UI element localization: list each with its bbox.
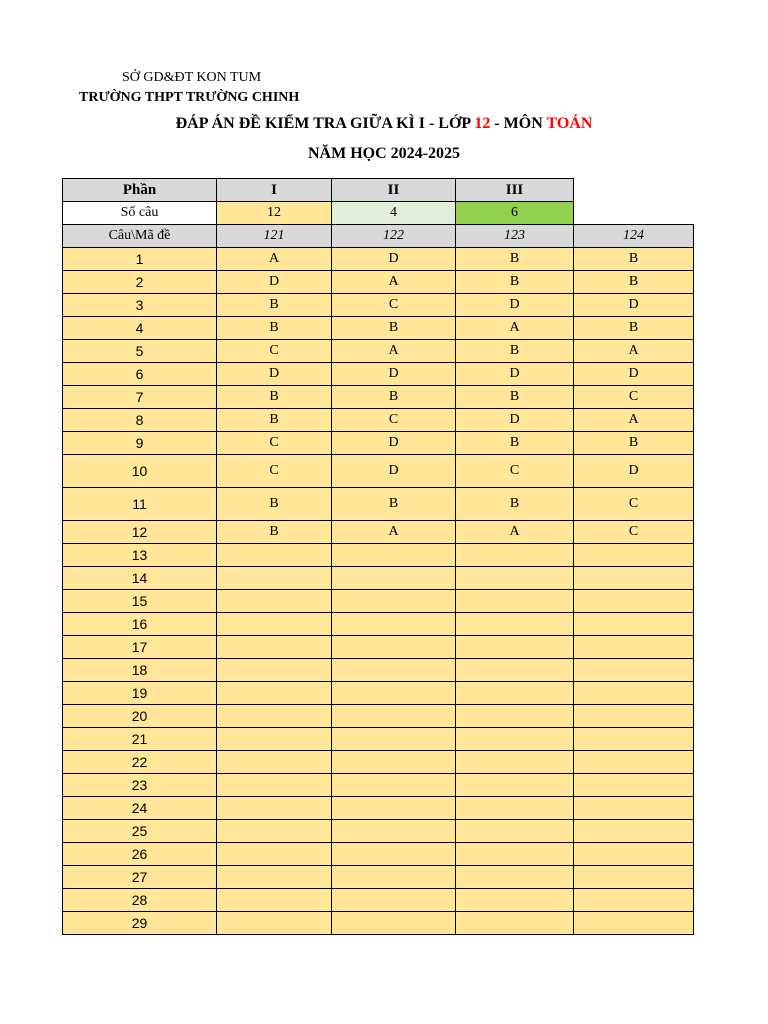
table-row (63, 866, 694, 889)
answer-cell (217, 843, 332, 866)
answer-cell (574, 705, 694, 728)
answer-cell: B (574, 432, 694, 455)
answer-cell: B (574, 271, 694, 294)
answer-cell (456, 797, 574, 820)
question-number: 20 (63, 705, 217, 728)
part-name-1: I (217, 179, 332, 202)
question-number: 17 (63, 636, 217, 659)
answer-cell: B (456, 386, 574, 409)
answer-cell: A (332, 521, 456, 544)
answer-cell (332, 636, 456, 659)
table-row (63, 271, 694, 294)
answer-cell (332, 544, 456, 567)
question-number: 6 (63, 363, 217, 386)
count-label: Số câu (63, 202, 217, 225)
answer-cell (456, 636, 574, 659)
question-number: 19 (63, 682, 217, 705)
table-row (63, 488, 694, 521)
answer-cell: C (217, 340, 332, 363)
answer-cell: C (456, 455, 574, 488)
table-row (63, 455, 694, 488)
answer-cell: D (574, 363, 694, 386)
answer-cell (217, 820, 332, 843)
table-row (63, 294, 694, 317)
title-text-1: ĐÁP ÁN ĐỀ KIỂM TRA GIỮA KÌ I - LỚP (175, 115, 475, 132)
school-year: NĂM HỌC 2024-2025 (308, 145, 460, 162)
answer-cell: D (574, 294, 694, 317)
answer-cell (456, 912, 574, 935)
table-row (63, 797, 694, 820)
answer-cell (332, 567, 456, 590)
question-number: 3 (63, 294, 217, 317)
part-name-2: II (332, 179, 456, 202)
answer-cell: B (217, 317, 332, 340)
answer-cell (217, 797, 332, 820)
question-number: 16 (63, 613, 217, 636)
answer-cell (574, 820, 694, 843)
answer-cell (574, 751, 694, 774)
answer-cell (332, 659, 456, 682)
table-row (63, 843, 694, 866)
answer-cell (574, 636, 694, 659)
answer-cell: A (574, 409, 694, 432)
question-number: 15 (63, 590, 217, 613)
corner-label: Câu\Mã đề (63, 225, 217, 248)
answer-cell (574, 728, 694, 751)
question-number: 7 (63, 386, 217, 409)
table-row (63, 613, 694, 636)
answer-cell: B (217, 409, 332, 432)
answer-cell: B (217, 386, 332, 409)
table-row (63, 590, 694, 613)
table-row (63, 889, 694, 912)
table-row (63, 248, 694, 271)
table-row (63, 521, 694, 544)
answer-cell (217, 682, 332, 705)
answer-cell: B (574, 248, 694, 271)
question-number: 13 (63, 544, 217, 567)
question-number: 21 (63, 728, 217, 751)
answer-cell (456, 590, 574, 613)
question-number: 25 (63, 820, 217, 843)
answer-cell: C (332, 409, 456, 432)
table-row (63, 636, 694, 659)
question-number: 2 (63, 271, 217, 294)
answer-cell (332, 590, 456, 613)
answer-cell (217, 636, 332, 659)
answer-cell (217, 613, 332, 636)
answer-cell (332, 866, 456, 889)
table-row (63, 820, 694, 843)
answer-cell (332, 751, 456, 774)
question-number: 5 (63, 340, 217, 363)
answer-cell (217, 590, 332, 613)
answer-cell: A (332, 340, 456, 363)
answer-cell (456, 705, 574, 728)
answer-cell: B (456, 248, 574, 271)
answer-cell: D (217, 363, 332, 386)
question-number: 28 (63, 889, 217, 912)
question-number: 9 (63, 432, 217, 455)
department-name: SỞ GD&ĐT KON TUM (122, 70, 262, 85)
question-number: 11 (63, 488, 217, 521)
answer-cell: B (332, 317, 456, 340)
school-name: TRƯỜNG THPT TRƯỜNG CHINH (79, 90, 300, 105)
question-number: 14 (63, 567, 217, 590)
empty-cell (574, 202, 694, 225)
table-row (63, 705, 694, 728)
answer-cell (574, 866, 694, 889)
answer-cell (456, 751, 574, 774)
question-number: 1 (63, 248, 217, 271)
table-row (63, 386, 694, 409)
answer-cell (456, 889, 574, 912)
answer-cell: D (574, 455, 694, 488)
document-title (0, 115, 768, 133)
answer-cell (574, 659, 694, 682)
exam-code-2: 122 (332, 225, 456, 248)
answer-cell: A (217, 248, 332, 271)
table-row (63, 751, 694, 774)
answer-cell (456, 774, 574, 797)
answer-cell (217, 866, 332, 889)
answer-cell (217, 728, 332, 751)
answer-cell (332, 682, 456, 705)
table-row (63, 363, 694, 386)
answer-cell (574, 912, 694, 935)
answer-cell: B (332, 386, 456, 409)
answer-cell: A (574, 340, 694, 363)
exam-code-4: 124 (574, 225, 694, 248)
answer-cell (456, 544, 574, 567)
answer-cell: A (456, 521, 574, 544)
answer-cell: B (456, 488, 574, 521)
answer-cell: B (217, 294, 332, 317)
answer-cell: D (332, 363, 456, 386)
answer-cell: D (217, 271, 332, 294)
question-number: 4 (63, 317, 217, 340)
answer-cell (574, 682, 694, 705)
parts-label: Phần (63, 179, 217, 202)
answer-cell (332, 889, 456, 912)
answer-cell (456, 659, 574, 682)
answer-cell (574, 590, 694, 613)
answer-cell: D (456, 409, 574, 432)
answer-cell: B (217, 521, 332, 544)
answer-cell (456, 866, 574, 889)
part-count-3: 6 (456, 202, 574, 225)
answer-cell (217, 774, 332, 797)
answer-cell (332, 613, 456, 636)
question-number: 8 (63, 409, 217, 432)
question-number: 10 (63, 455, 217, 488)
answer-cell: B (217, 488, 332, 521)
part-name-3: III (456, 179, 574, 202)
table-row (63, 340, 694, 363)
answer-cell: D (456, 363, 574, 386)
part-count-2: 4 (332, 202, 456, 225)
table-row (63, 774, 694, 797)
answer-cell (217, 751, 332, 774)
table-row (63, 567, 694, 590)
question-number: 18 (63, 659, 217, 682)
answer-cell: C (574, 521, 694, 544)
table-row (63, 912, 694, 935)
question-number: 26 (63, 843, 217, 866)
answer-cell: B (574, 317, 694, 340)
empty-cell (574, 179, 694, 202)
answer-cell (332, 912, 456, 935)
answer-cell: C (217, 455, 332, 488)
answer-cell (217, 912, 332, 935)
answer-cell: A (332, 271, 456, 294)
answer-cell: D (332, 455, 456, 488)
answer-cell: C (574, 386, 694, 409)
table-row (63, 317, 694, 340)
table-row (63, 544, 694, 567)
answer-cell: D (332, 432, 456, 455)
answer-cell (456, 682, 574, 705)
answer-cell: C (217, 432, 332, 455)
answer-cell: B (456, 271, 574, 294)
answer-cell (332, 843, 456, 866)
table-row (63, 409, 694, 432)
answer-cell (332, 774, 456, 797)
answer-cell: C (574, 488, 694, 521)
code-header-row (63, 225, 694, 248)
answer-key-table (62, 178, 694, 935)
answer-cell (332, 728, 456, 751)
title-subject: TOÁN (546, 115, 593, 132)
answer-cell: A (456, 317, 574, 340)
parts-header-row (63, 179, 694, 202)
answer-cell: B (332, 488, 456, 521)
table-row (63, 728, 694, 751)
title-grade: 12 (474, 115, 491, 132)
answer-cell: D (332, 248, 456, 271)
answer-cell (456, 567, 574, 590)
question-number: 29 (63, 912, 217, 935)
table-row (63, 659, 694, 682)
answer-cell (574, 843, 694, 866)
question-number: 27 (63, 866, 217, 889)
exam-code-1: 121 (217, 225, 332, 248)
answer-cell (332, 797, 456, 820)
answer-cell (456, 613, 574, 636)
answer-cell (574, 774, 694, 797)
parts-count-row (63, 202, 694, 225)
table-row (63, 432, 694, 455)
answer-cell (574, 797, 694, 820)
answer-cell (332, 705, 456, 728)
answer-cell: B (456, 340, 574, 363)
part-count-1: 12 (217, 202, 332, 225)
question-number: 23 (63, 774, 217, 797)
answer-cell: D (456, 294, 574, 317)
answer-cell: B (456, 432, 574, 455)
question-number: 22 (63, 751, 217, 774)
answer-cell (217, 544, 332, 567)
question-number: 24 (63, 797, 217, 820)
answer-cell (456, 728, 574, 751)
title-text-2: - MÔN (490, 115, 547, 132)
table-row (63, 682, 694, 705)
answer-cell (217, 567, 332, 590)
answer-cell (574, 567, 694, 590)
answer-cell (456, 820, 574, 843)
question-number: 12 (63, 521, 217, 544)
answer-cell (574, 613, 694, 636)
answer-cell (217, 889, 332, 912)
exam-code-3: 123 (456, 225, 574, 248)
answer-cell (574, 544, 694, 567)
answer-cell: C (332, 294, 456, 317)
answer-cell (332, 820, 456, 843)
answer-cell (217, 659, 332, 682)
answer-cell (456, 843, 574, 866)
answer-cell (217, 705, 332, 728)
answer-cell (574, 889, 694, 912)
